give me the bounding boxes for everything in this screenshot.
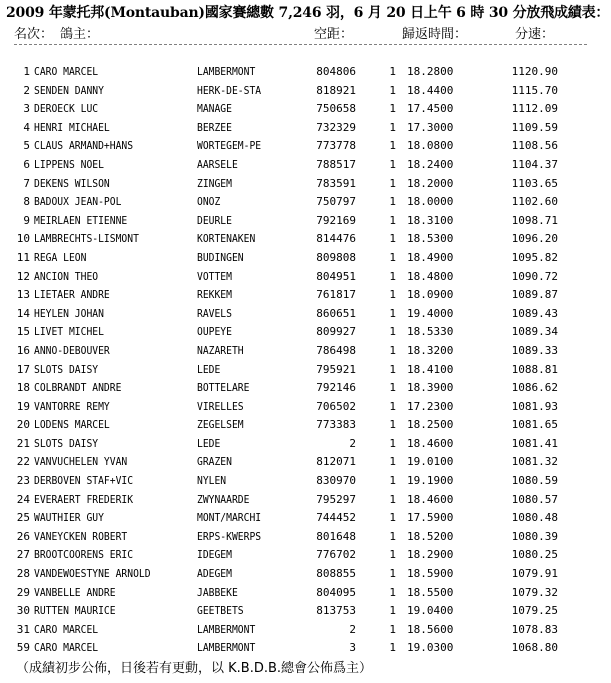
speed-cell: 1089.33 [511, 343, 558, 357]
table-row [0, 603, 611, 622]
table-row [0, 362, 611, 381]
town-cell: ZEGELSEM [197, 418, 244, 432]
distance-cell: 750797 [316, 195, 356, 209]
count-cell: 1 [389, 102, 396, 116]
owner-name-cell: DEKENS WILSON [34, 176, 110, 190]
count-cell: 1 [389, 622, 396, 636]
table-row [0, 287, 611, 306]
distance-cell: 792146 [316, 381, 356, 395]
distance-cell: 795297 [316, 492, 356, 506]
rank-cell: 10 [16, 232, 30, 246]
rank-cell: 3 [23, 102, 30, 116]
count-cell: 1 [389, 418, 396, 432]
rank-cell: 20 [16, 418, 30, 432]
speed-cell: 1080.48 [511, 511, 558, 525]
town-cell: ZWYNAARDE [197, 492, 250, 506]
town-cell: MANAGE [197, 102, 232, 116]
town-cell: BOTTELARE [197, 381, 250, 395]
speed-cell: 1102.60 [511, 195, 558, 209]
speed-cell: 1109.59 [511, 120, 558, 134]
owner-name-cell: CARO MARCEL [34, 65, 99, 78]
rank-cell: 8 [23, 195, 30, 209]
owner-name-cell: COLBRANDT ANDRE [34, 381, 122, 395]
rank-cell: 17 [16, 362, 30, 376]
town-cell: ONOZ [197, 195, 221, 209]
speed-cell: 1090.72 [511, 269, 558, 283]
owner-name-cell: LAMBRECHTS-LISMONT [34, 232, 139, 246]
speed-cell: 1088.81 [511, 362, 558, 376]
distance-cell: 761817 [316, 288, 356, 302]
distance-cell: 804806 [316, 65, 356, 78]
rank-cell: 5 [23, 139, 30, 153]
speed-cell: 1108.56 [511, 139, 558, 153]
rank-cell: 12 [16, 269, 30, 283]
distance-cell: 750658 [316, 102, 356, 116]
table-row [0, 269, 611, 288]
speed-cell: 1115.70 [511, 83, 558, 97]
return-time-cell: 18.0800 [407, 139, 454, 153]
distance-cell: 818921 [316, 83, 356, 97]
owner-name-cell: VANVUCHELEN YVAN [34, 455, 128, 469]
owner-name-cell: VANTORRE REMY [34, 399, 110, 413]
return-time-cell: 18.4100 [407, 362, 454, 376]
count-cell: 1 [389, 195, 396, 209]
speed-cell: 1120.90 [511, 65, 558, 78]
count-cell: 1 [389, 65, 396, 78]
return-time-cell: 18.0900 [407, 288, 454, 302]
distance-cell: 744452 [316, 511, 356, 525]
speed-cell: 1112.09 [511, 102, 558, 116]
return-time-cell: 19.0400 [407, 604, 454, 618]
count-cell: 1 [389, 139, 396, 153]
column-header-row [0, 23, 611, 41]
town-cell: JABBEKE [197, 585, 238, 599]
table-row [0, 250, 611, 269]
town-cell: VOTTEM [197, 269, 232, 283]
count-cell: 1 [389, 232, 396, 246]
return-time-cell: 18.2800 [407, 65, 454, 78]
rank-cell: 19 [16, 399, 30, 413]
header-distance: 空距： [314, 27, 354, 42]
rank-cell: 1 [23, 65, 30, 78]
count-cell: 1 [389, 604, 396, 618]
rank-cell: 9 [23, 213, 30, 227]
count-cell: 1 [389, 436, 396, 450]
distance-cell: 786498 [316, 343, 356, 357]
rank-cell: 4 [23, 120, 30, 134]
count-cell: 1 [389, 567, 396, 581]
return-time-cell: 19.0100 [407, 455, 454, 469]
header-owner: 鴿主： [60, 27, 100, 42]
distance-cell: 804095 [316, 585, 356, 599]
distance-cell: 773778 [316, 139, 356, 153]
table-row [0, 176, 611, 195]
owner-name-cell: LIVET MICHEL [34, 325, 104, 339]
return-time-cell: 18.2400 [407, 157, 454, 171]
town-cell: OUPEYE [197, 325, 232, 339]
table-row [0, 231, 611, 250]
owner-name-cell: MEIRLAEN ETIENNE [34, 213, 128, 227]
return-time-cell: 18.4900 [407, 250, 454, 264]
rank-cell: 23 [16, 474, 30, 488]
count-cell: 1 [389, 176, 396, 190]
count-cell: 1 [389, 288, 396, 302]
speed-cell: 1078.83 [511, 622, 558, 636]
table-row [0, 343, 611, 362]
table-row [0, 417, 611, 436]
town-cell: WORTEGEM-PE [197, 139, 262, 153]
owner-name-cell: VANBELLE ANDRE [34, 585, 116, 599]
town-cell: KORTENAKEN [197, 232, 256, 246]
town-cell: RAVELS [197, 306, 232, 320]
town-cell: BUDINGEN [197, 250, 244, 264]
owner-name-cell: BROOTCOORENS ERIC [34, 548, 134, 562]
table-row [0, 306, 611, 325]
distance-cell: 732329 [316, 120, 356, 134]
table-row [0, 101, 611, 120]
count-cell: 1 [389, 213, 396, 227]
owner-name-cell: LODENS MARCEL [34, 418, 110, 432]
footer-note: （成績初步公佈，日後若有更動，以 K.B.D.B.總會公佈爲主） [16, 661, 373, 676]
count-cell: 1 [389, 548, 396, 562]
town-cell: MONT/MARCHI [197, 511, 262, 525]
count-cell: 1 [389, 492, 396, 506]
owner-name-cell: ANCION THEO [34, 269, 99, 283]
town-cell: BERZEE [197, 120, 232, 134]
speed-cell: 1079.32 [511, 585, 558, 599]
distance-cell: 812071 [316, 455, 356, 469]
town-cell: GRAZEN [197, 455, 232, 469]
count-cell: 1 [389, 343, 396, 357]
rank-cell: 21 [16, 436, 30, 450]
return-time-cell: 18.5200 [407, 529, 454, 543]
town-cell: AARSELE [197, 157, 238, 171]
count-cell: 1 [389, 362, 396, 376]
table-row [0, 380, 611, 399]
owner-name-cell: REGA LEON [34, 250, 87, 264]
distance-cell: 783591 [316, 176, 356, 190]
distance-cell: 788517 [316, 157, 356, 171]
rank-cell: 28 [16, 567, 30, 581]
return-time-cell: 18.5900 [407, 567, 454, 581]
town-cell: ZINGEM [197, 176, 232, 190]
speed-cell: 1081.32 [511, 455, 558, 469]
return-time-cell: 18.3200 [407, 343, 454, 357]
speed-cell: 1081.65 [511, 418, 558, 432]
table-row [0, 324, 611, 343]
town-cell: LEDE [197, 436, 221, 450]
table-row [0, 157, 611, 176]
speed-cell: 1080.39 [511, 529, 558, 543]
owner-name-cell: DERBOVEN STAF+VIC [34, 474, 134, 488]
table-row [0, 213, 611, 232]
town-cell: LEDE [197, 362, 221, 376]
distance-cell: 804951 [316, 269, 356, 283]
return-time-cell: 18.4800 [407, 269, 454, 283]
distance-cell: 792169 [316, 213, 356, 227]
return-time-cell: 17.4500 [407, 102, 454, 116]
count-cell: 1 [389, 641, 396, 655]
distance-cell: 2 [349, 622, 356, 636]
table-row [0, 473, 611, 492]
table-row [0, 566, 611, 585]
results-table [0, 64, 611, 659]
return-time-cell: 18.2900 [407, 548, 454, 562]
speed-cell: 1098.71 [511, 213, 558, 227]
rank-cell: 29 [16, 585, 30, 599]
distance-cell: 809808 [316, 250, 356, 264]
table-row [0, 547, 611, 566]
town-cell: ADEGEM [197, 567, 232, 581]
rank-cell: 25 [16, 511, 30, 525]
page-title: 2009 年蒙托邦(Montauban)國家賽總數 7,246 羽，6 月 20 日上午 6 時 30 分放飛成績表： [6, 5, 610, 21]
return-time-cell: 17.5900 [407, 511, 454, 525]
rank-cell: 2 [23, 83, 30, 97]
count-cell: 1 [389, 306, 396, 320]
count-cell: 1 [389, 529, 396, 543]
table-row [0, 399, 611, 418]
speed-cell: 1079.25 [511, 604, 558, 618]
table-row [0, 83, 611, 102]
return-time-cell: 18.5300 [407, 232, 454, 246]
owner-name-cell: SLOTS DAISY [34, 436, 99, 450]
return-time-cell: 18.4600 [407, 436, 454, 450]
rank-cell: 15 [16, 325, 30, 339]
town-cell: REKKEM [197, 288, 232, 302]
distance-cell: 3 [349, 641, 356, 655]
count-cell: 1 [389, 399, 396, 413]
town-cell: NYLEN [197, 474, 227, 488]
speed-cell: 1089.34 [511, 325, 558, 339]
header-speed: 分速： [515, 27, 555, 42]
return-time-cell: 18.4600 [407, 492, 454, 506]
town-cell: LAMBERMONT [197, 641, 256, 655]
count-cell: 1 [389, 120, 396, 134]
count-cell: 1 [389, 269, 396, 283]
return-time-cell: 18.2500 [407, 418, 454, 432]
rank-cell: 18 [16, 381, 30, 395]
return-time-cell: 19.1900 [407, 474, 454, 488]
table-row [0, 64, 611, 83]
owner-name-cell: WAUTHIER GUY [34, 511, 104, 525]
distance-cell: 795921 [316, 362, 356, 376]
table-row [0, 492, 611, 511]
rank-cell: 14 [16, 306, 30, 320]
distance-cell: 801648 [316, 529, 356, 543]
owner-name-cell: LIETAER ANDRE [34, 288, 110, 302]
town-cell: VIRELLES [197, 399, 244, 413]
count-cell: 1 [389, 455, 396, 469]
speed-cell: 1089.87 [511, 288, 558, 302]
owner-name-cell: RUTTEN MAURICE [34, 604, 116, 618]
owner-name-cell: CLAUS ARMAND+HANS [34, 139, 134, 153]
distance-cell: 773383 [316, 418, 356, 432]
return-time-cell: 17.2300 [407, 399, 454, 413]
distance-cell: 706502 [316, 399, 356, 413]
owner-name-cell: SENDEN DANNY [34, 83, 104, 97]
return-time-cell: 18.3100 [407, 213, 454, 227]
return-time-cell: 19.0300 [407, 641, 454, 655]
header-return-time: 歸返時間： [402, 27, 468, 42]
return-time-cell: 18.5330 [407, 325, 454, 339]
owner-name-cell: VANEYCKEN ROBERT [34, 529, 128, 543]
return-time-cell: 18.3900 [407, 381, 454, 395]
town-cell: GEETBETS [197, 604, 244, 618]
town-cell: NAZARETH [197, 343, 244, 357]
count-cell: 1 [389, 325, 396, 339]
owner-name-cell: CARO MARCEL [34, 641, 99, 655]
header-divider [14, 44, 587, 45]
town-cell: LAMBERMONT [197, 65, 256, 78]
table-row [0, 622, 611, 641]
rank-cell: 16 [16, 343, 30, 357]
owner-name-cell: VANDEWOESTYNE ARNOLD [34, 567, 151, 581]
speed-cell: 1096.20 [511, 232, 558, 246]
speed-cell: 1103.65 [511, 176, 558, 190]
table-row [0, 138, 611, 157]
rank-cell: 13 [16, 288, 30, 302]
town-cell: LAMBERMONT [197, 622, 256, 636]
table-row [0, 436, 611, 455]
distance-cell: 860651 [316, 306, 356, 320]
distance-cell: 830970 [316, 474, 356, 488]
owner-name-cell: LIPPENS NOEL [34, 157, 104, 171]
table-row [0, 454, 611, 473]
count-cell: 1 [389, 83, 396, 97]
count-cell: 1 [389, 250, 396, 264]
rank-cell: 11 [16, 250, 30, 264]
count-cell: 1 [389, 474, 396, 488]
count-cell: 1 [389, 381, 396, 395]
speed-cell: 1081.41 [511, 436, 558, 450]
rank-cell: 27 [16, 548, 30, 562]
return-time-cell: 18.2000 [407, 176, 454, 190]
return-time-cell: 18.4400 [407, 83, 454, 97]
return-time-cell: 18.0000 [407, 195, 454, 209]
owner-name-cell: HENRI MICHAEL [34, 120, 110, 134]
town-cell: ERPS-KWERPS [197, 529, 262, 543]
distance-cell: 809927 [316, 325, 356, 339]
return-time-cell: 18.5500 [407, 585, 454, 599]
owner-name-cell: DEROECK LUC [34, 102, 99, 116]
table-row [0, 120, 611, 139]
town-cell: IDEGEM [197, 548, 232, 562]
return-time-cell: 19.4000 [407, 306, 454, 320]
speed-cell: 1089.43 [511, 306, 558, 320]
town-cell: HERK-DE-STA [197, 83, 262, 97]
owner-name-cell: SLOTS DAISY [34, 362, 99, 376]
header-rank: 名次： [14, 27, 54, 42]
distance-cell: 814476 [316, 232, 356, 246]
rank-cell: 31 [16, 622, 30, 636]
table-row [0, 529, 611, 548]
owner-name-cell: EVERAERT FREDERIK [34, 492, 134, 506]
return-time-cell: 17.3000 [407, 120, 454, 134]
owner-name-cell: CARO MARCEL [34, 622, 99, 636]
speed-cell: 1086.62 [511, 381, 558, 395]
speed-cell: 1104.37 [511, 157, 558, 171]
rank-cell: 22 [16, 455, 30, 469]
count-cell: 1 [389, 511, 396, 525]
rank-cell: 6 [23, 157, 30, 171]
table-row [0, 194, 611, 213]
speed-cell: 1080.57 [511, 492, 558, 506]
speed-cell: 1079.91 [511, 567, 558, 581]
speed-cell: 1080.59 [511, 474, 558, 488]
owner-name-cell: HEYLEN JOHAN [34, 306, 104, 320]
speed-cell: 1081.93 [511, 399, 558, 413]
rank-cell: 30 [16, 604, 30, 618]
table-row [0, 585, 611, 604]
distance-cell: 2 [349, 436, 356, 450]
speed-cell: 1068.80 [511, 641, 558, 655]
distance-cell: 776702 [316, 548, 356, 562]
rank-cell: 59 [16, 641, 30, 655]
speed-cell: 1080.25 [511, 548, 558, 562]
owner-name-cell: ANNO-DEBOUVER [34, 343, 110, 357]
distance-cell: 813753 [316, 604, 356, 618]
distance-cell: 808855 [316, 567, 356, 581]
count-cell: 1 [389, 157, 396, 171]
rank-cell: 24 [16, 492, 30, 506]
owner-name-cell: BADOUX JEAN-POL [34, 195, 122, 209]
town-cell: DEURLE [197, 213, 232, 227]
count-cell: 1 [389, 585, 396, 599]
rank-cell: 26 [16, 529, 30, 543]
return-time-cell: 18.5600 [407, 622, 454, 636]
rank-cell: 7 [23, 176, 30, 190]
table-row [0, 510, 611, 529]
speed-cell: 1095.82 [511, 250, 558, 264]
